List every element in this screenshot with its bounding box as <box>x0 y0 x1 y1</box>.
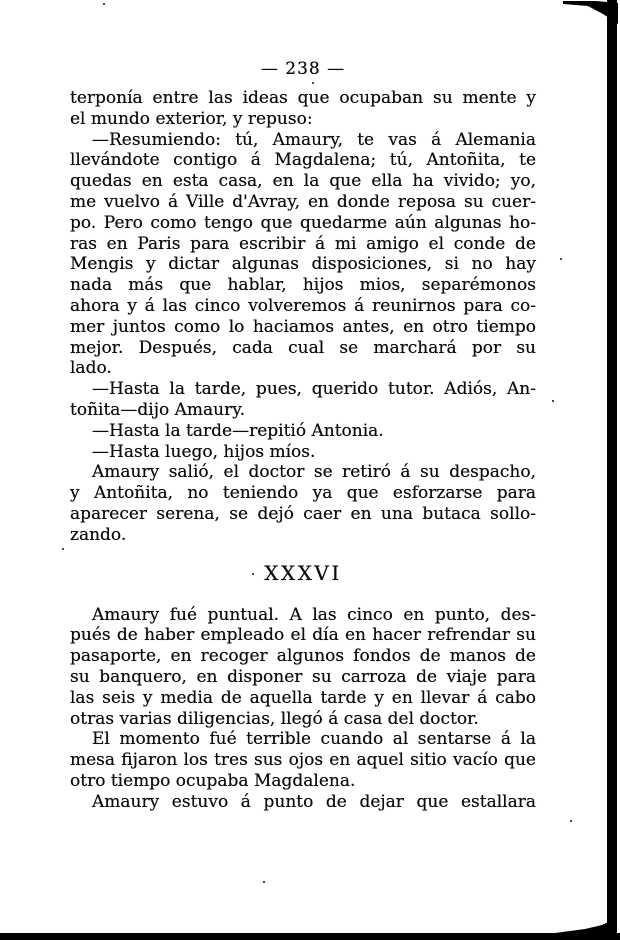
text-line: su banquero, en disponer su carroza de viaje para <box>70 666 536 687</box>
text-line: aparecer serena, se dejó caer en una butaca sollo- <box>70 503 536 524</box>
text-line: otro tiempo ocupaba Magdalena. <box>70 770 356 791</box>
text-line: pués de haber empleado el día en hacer refrendar su <box>70 625 536 646</box>
text-line: Amaury salió, el doctor se retiró á su despacho, <box>92 462 536 483</box>
text-line: —Hasta luego, hijos míos. <box>92 441 316 462</box>
paragraph <box>70 379 536 421</box>
ink-speck <box>252 573 254 575</box>
ink-speck <box>312 82 314 84</box>
paragraph <box>70 462 536 545</box>
ink-speck <box>570 820 572 822</box>
text-column <box>70 58 536 813</box>
page-number: — 238 — <box>260 59 346 79</box>
paragraph <box>70 792 536 813</box>
ink-speck <box>103 3 105 5</box>
text-line: Amaury estuvo á punto de dejar que estallara <box>92 791 536 812</box>
ink-speck <box>552 400 554 402</box>
paragraph <box>70 88 536 130</box>
text-line: las seis y media de aquella tarde y en llevar á cabo <box>70 687 536 708</box>
text-line: ahora y á las cinco volveremos á reunirnos para co- <box>70 295 536 316</box>
text-line: el mundo exterior, y repuso: <box>70 108 313 129</box>
paragraph <box>70 605 536 730</box>
ink-speck <box>263 881 265 883</box>
text-line: Mengis y dictar algunas disposiciones, si no hay <box>70 254 536 275</box>
paragraph <box>70 729 536 791</box>
chapter-heading: XXXVI <box>264 560 342 585</box>
text-line: quedas en esta casa, en la que ella ha vivido; yo, <box>70 171 536 192</box>
paragraph <box>70 130 536 380</box>
text-line: mejor. Después, cada cual se marchará por su <box>70 337 536 358</box>
text-line: llevándote contigo á Magdalena; tú, Antoñita, te <box>70 150 536 171</box>
text-line: Amaury fué puntual. A las cinco en punto, des- <box>92 604 536 625</box>
ink-speck <box>560 258 562 260</box>
text-line: mesa fijaron los tres sus ojos en aquel sitio vacío que <box>70 750 536 771</box>
text-line: —Resumiendo: tú, Amaury, te vas á Alemania <box>92 129 536 150</box>
text-line: otras varias diligencias, llegó á casa del doctor. <box>70 708 479 729</box>
text-line: zando. <box>70 524 127 545</box>
text-line: ras en Paris para escribir á mi amigo el conde de <box>70 233 536 254</box>
text-line: —Hasta la tarde—repitió Antonia. <box>92 420 384 441</box>
text-line: me vuelvo á Ville d'Avray, en donde reposa su cuer- <box>70 191 536 212</box>
text-line: mer juntos como lo haciamos antes, en otro tiempo <box>70 316 536 337</box>
ink-speck <box>62 548 64 550</box>
text-line: El momento fué terrible cuando al sentarse á la <box>92 729 536 750</box>
text-line: po. Pero como tengo que quedarme aún algunas ho- <box>70 212 536 233</box>
text-line: toñita—dijo Amaury. <box>70 399 246 420</box>
text-line: terponía entre las ideas que ocupaban su mente y <box>70 88 536 108</box>
text-line: pasaporte, en recoger algunos fondos de manos de <box>70 646 536 667</box>
paragraph <box>70 442 536 463</box>
text-line: y Antoñita, no teniendo ya que esforzarse para <box>70 483 536 504</box>
text-line: —Hasta la tarde, pues, querido tutor. Adiós, An- <box>92 379 536 400</box>
paragraph <box>70 421 536 442</box>
text-line: lado. <box>70 358 112 379</box>
text-line: nada más que hablar, hijos mios, separémonos <box>70 275 536 296</box>
